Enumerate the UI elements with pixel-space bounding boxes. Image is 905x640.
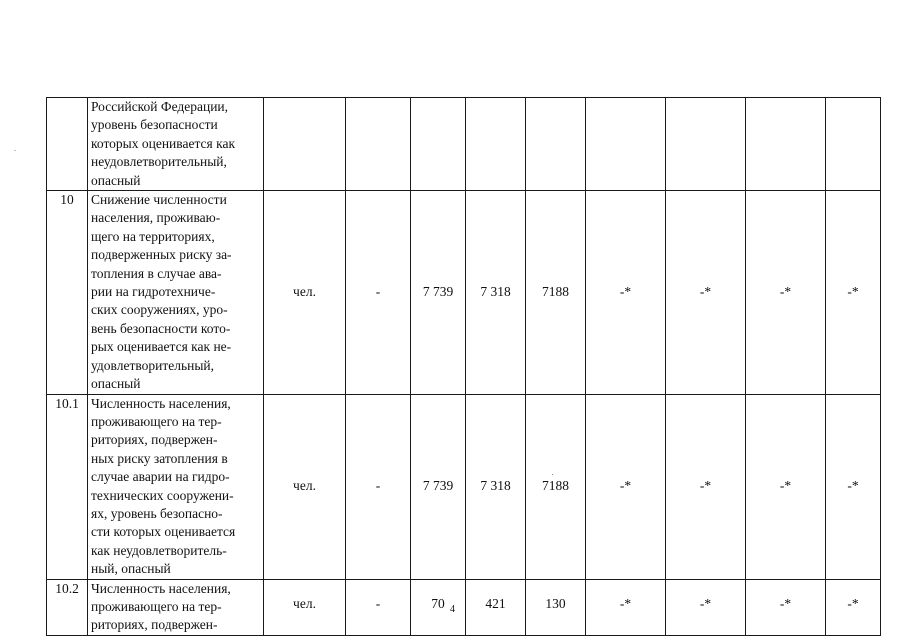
value-cell — [346, 98, 411, 191]
unit-cell: чел. — [264, 394, 346, 579]
row-number: 10.2 — [47, 579, 88, 635]
value-cell: 7188 — [526, 191, 586, 394]
value-cell: -* — [666, 579, 746, 635]
indicator-description: Численность населения, проживающего на тер- риториях, подвержен- ных риску затопления в случае аварии на гидро- технических сооружени- ях, уровень безопасно- сти которых оценивается как неудовлетворитель- ный, опасный — [88, 394, 264, 579]
value-cell: 130 — [526, 579, 586, 635]
value-cell: -* — [586, 394, 666, 579]
indicators-table — [46, 97, 881, 636]
table-row — [47, 98, 881, 191]
scan-edge-mark — [14, 150, 16, 151]
value-cell — [666, 98, 746, 191]
value-cell: -* — [826, 191, 881, 394]
value-cell — [411, 98, 466, 191]
value-cell: - — [346, 191, 411, 394]
value-cell: 421 — [466, 579, 526, 635]
value-cell: 7 318 — [466, 191, 526, 394]
page-number: 4 — [450, 604, 455, 615]
value-cell: -* — [746, 394, 826, 579]
indicator-description: Российской Федерации, уровень безопасности которых оценивается как неудовлетворительный, опасный — [88, 98, 264, 191]
value-cell: 7188 — [526, 394, 586, 579]
value-cell — [746, 98, 826, 191]
value-cell — [526, 98, 586, 191]
value-cell: - — [346, 394, 411, 579]
row-number — [47, 98, 88, 191]
unit-cell: чел. — [264, 191, 346, 394]
table-row — [47, 191, 881, 394]
value-cell — [826, 98, 881, 191]
value-cell: - — [346, 579, 411, 635]
value-cell: -* — [826, 394, 881, 579]
value-cell: 7 318 — [466, 394, 526, 579]
value-cell: -* — [586, 579, 666, 635]
value-cell: 7 739 — [411, 394, 466, 579]
unit-cell: чел. — [264, 579, 346, 635]
row-number: 10.1 — [47, 394, 88, 579]
indicator-description: Снижение численности населения, проживаю- щего на территориях, подверженных риску за- топления в случае ава- рии на гидротехниче- ских сооружениях, уро- вень безопасности кото- рых оценивается как не- удовлетворительный, опасный — [88, 191, 264, 394]
value-cell: -* — [666, 394, 746, 579]
value-cell: -* — [826, 579, 881, 635]
value-cell: 7 739 — [411, 191, 466, 394]
value-cell: 70 — [411, 579, 466, 635]
value-cell: -* — [666, 191, 746, 394]
value-cell: -* — [746, 579, 826, 635]
value-cell — [466, 98, 526, 191]
value-cell: -* — [586, 191, 666, 394]
value-cell — [586, 98, 666, 191]
scan-speck — [552, 474, 553, 475]
indicator-description: Численность населения, проживающего на тер- риториях, подвержен- — [88, 579, 264, 635]
value-cell: -* — [746, 191, 826, 394]
unit-cell — [264, 98, 346, 191]
row-number: 10 — [47, 191, 88, 394]
table-row — [47, 394, 881, 579]
